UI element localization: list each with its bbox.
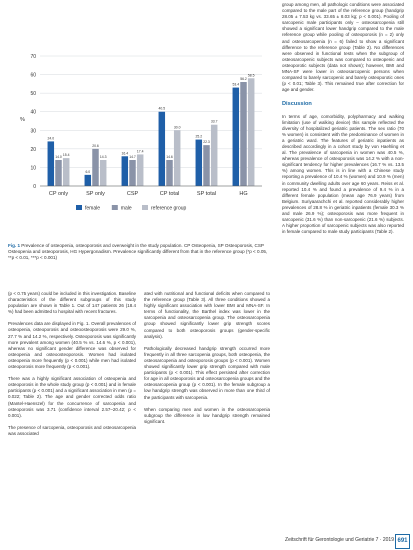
bar [63, 158, 69, 186]
data-label: 17.4 [136, 149, 144, 154]
legend-label: reference group [151, 205, 187, 212]
y-tick-label: 60 [30, 72, 36, 79]
journal-name: Zeitschrift für Gerontologie und Geriatrie 7 · 2019 [285, 537, 394, 543]
x-tick-label: CP total [159, 191, 180, 197]
body-column-2 [144, 291, 270, 431]
bar [92, 149, 99, 186]
x-tick-label: CP only [48, 191, 69, 197]
y-tick-label: 10 [30, 165, 36, 172]
bar [248, 78, 255, 186]
data-label: 22.3 [203, 140, 210, 145]
y-tick-label: 70 [30, 54, 36, 60]
paragraph: When comparing men and women in the osteosarcopenia subgroup the difference in low handgrip strength remained significant. [144, 406, 270, 424]
data-label: 14.7 [129, 155, 136, 159]
body-column-3 [282, 2, 404, 241]
data-label: 24.0 [47, 136, 55, 141]
bar [159, 112, 166, 186]
figure-caption [8, 243, 270, 261]
paragraph: In terms of age, comorbidity, polypharmacy and walking limitation (use of walking device) this sample reflected the diversity of hospitalized geriatric patients. The sex ratio (70 % women) is consistent with the predominance of women in a geriatric ward. The features of geriatric inpatients as described accordingly in a cohort study by von Haehling et al. The prevalence of sarcopenia in women was 40.5 %, whereas prevalence of osteoporosis was 14.2 % with a non-significant tendency for higher prevalences (16.7 % vs. 13.5 %) among women. This is in line with a Chinese study reporting a prevalence of 10.4 % (women) and 10.9 % (men) in community dwelling adults over age 60 years. Reiss et al. reported 10.4 % and found a prevalence of 9.4 % in a different female population (mean age 76.9 years) from Belgium. Suriyaarachchi et al. reported considerably higher prevalences of 28.8 % in geriatric inpatients (female 30.3 % and male 26.9 %); osteoporosis was more frequent in sarcopenic (31.6 %) than non-sarcopenic (21.6 %) subjects. A higher proportion of sarcopenic subjects was also reported in female compared to male study participants (Table 2). [282, 113, 404, 235]
body-column-1 [8, 291, 136, 443]
paragraph: ated with nutritional and functional deficits when compared to the reference group (Table 3). All three conditions showed a highly significant association with lower BMI and MNA-SF. In terms of functionality, the Barthel index was lower in the sarcopenia and osteosarcopenia group. The osteosarcopenia group showed significantly lower grip strength scores compared to both osteoporosis groups (gender-specific analysis). [144, 291, 270, 339]
bar [203, 145, 210, 186]
data-label: 6.0 [85, 169, 91, 174]
figure-1 [0, 0, 270, 222]
legend-swatch [112, 205, 118, 210]
bar [85, 175, 92, 186]
data-label: 33.7 [210, 119, 218, 124]
data-label: 14.3 [99, 155, 107, 159]
paragraph: There was a highly significant association of osteopenia and osteoporosis in the whole study group (p < 0.001) and in female participants (p < 0.001) and a significant association in men (p = 0.022; Table 2). The age and gender corrected odds ratio (Mantel-Haenszel) for the concurrence of sarcopenia and osteoporosis was 3.71 (confidence interval 2.57–20.42; p < 0.001). [8, 376, 136, 418]
page-footer [200, 534, 410, 548]
y-tick-label: 40 [30, 109, 36, 116]
bar [100, 160, 107, 186]
y-tick-label: 30 [30, 128, 36, 135]
x-tick-label: SP only [86, 191, 105, 197]
bar-chart [0, 0, 270, 222]
x-tick-label: SP total [196, 191, 217, 197]
data-label: 58.5 [247, 73, 255, 78]
data-label: 56.2 [240, 77, 247, 81]
bar [122, 156, 129, 186]
bar [137, 154, 144, 186]
legend-label: female [85, 205, 101, 212]
data-label: 14.6 [166, 155, 173, 159]
y-tick-label: 0 [33, 184, 36, 190]
bar [174, 130, 181, 186]
paragraph: (p < 0.75 years) could be included in this investigation. Baseline characteristics of the different subgroups of this study population are shown in Table 1. Out of 147 patients 26 (18.4 %) had been admitted to hospital with recent fractures. [8, 291, 136, 315]
bar [233, 88, 240, 186]
data-label: 53.4 [232, 82, 240, 87]
figure-caption-text: Prevalence of osteopenia, osteoporosis and overweight in the study population. CP Osteopenia, SP Osteoporosis, CSP Osteopenia and osteoporosis, HG Hypergonadism. Prevalence significantly different from that in the reference group (*p < 0.05, **p < 0.01, ***p < 0.001) [8, 243, 268, 260]
paragraph: Pathologically decreased handgrip strength occurred more frequently in all three sarcopenia groups, both osteopenia, the osteosarcopenia and osteoporosis groups (p < 0.001). Women showed significantly lower grip strength compared with male participants (p < 0.001). This effect persisted after correction for age in all osteoporosis and osteosarcopenia groups and the osteosarcopenia group (p < 0.001). In the female subgroup a low handgrip strength was observed in more than one third of the participants with sarcopenia. [144, 345, 270, 400]
legend-swatch [76, 205, 82, 210]
paragraph: group among men, all pathologic conditions were associated compared to the male part of the reference group (handgrip 28.05 ± 7.53 kg vs. 33.65 ± 8.03 kg; p < 0.001). Pooling of sarcopenic male participants only – osteosarcopenia still showed a significant lower handgrip compared to the male reference group while pooling of osteoporosis (n = 2) only and osteosarcopenia (n = 6) failed to show a significant difference to the reference group (Table 2). No differences were observed in functional tests when the subgroup of osteosarcopenic subjects was compared to osteopenic and osteoporotic subjects (data not shown); however, BMI and MNA-SF were lower in osteosarcopenic persons when compared to barely sarcopenic and barely osteoporotic ones (p < 0.01; Table 3). This remained true after correction for age and gender. [282, 2, 404, 93]
y-tick-label: 50 [30, 91, 36, 98]
bar [55, 160, 62, 186]
data-label: 15.4 [62, 153, 70, 158]
bar [48, 141, 55, 186]
paragraph: Prevalences data are displayed in Fig. 1. Overall prevalences of osteopenia, osteoporosis and osteoosteoporosis were 29.0 %, 27.7 % and 14.2 %, respectively. Osteoporosis was significantly more prevalent among women (40.5 % vs. 14.6 %, p < 0.001), whereas no significant gender difference was observed for osteopenia and osteoosteoporosis. Women had isolated osteopenia more frequently (p < 0.001) while men had isolated osteoporosis more frequently (p < 0.001). [8, 321, 136, 370]
bar [211, 125, 218, 186]
data-label: 30.0 [173, 125, 181, 130]
x-tick-label: CSP [126, 191, 139, 197]
y-axis-label: % [20, 117, 25, 123]
page-number: 691 [395, 534, 410, 549]
legend-label: male [120, 205, 132, 212]
data-label: 16.4 [121, 151, 129, 156]
bar [166, 160, 173, 186]
bar [196, 140, 203, 186]
bar [129, 160, 136, 186]
bar [240, 82, 247, 186]
section-heading: Discussion [282, 101, 312, 108]
paragraph: The presence of sarcopenia, osteoporosis and osteosarcopenia was associated [8, 424, 136, 436]
x-tick-label: HG [239, 191, 248, 197]
figure-caption-label: Fig. 1 [8, 243, 20, 248]
data-label: 14.0 [55, 155, 62, 159]
data-label: 25.2 [195, 134, 203, 139]
data-label: 40.5 [158, 106, 166, 111]
y-tick-label: 20 [30, 146, 36, 153]
legend-swatch [142, 205, 148, 210]
data-label: 20.6 [92, 143, 99, 148]
